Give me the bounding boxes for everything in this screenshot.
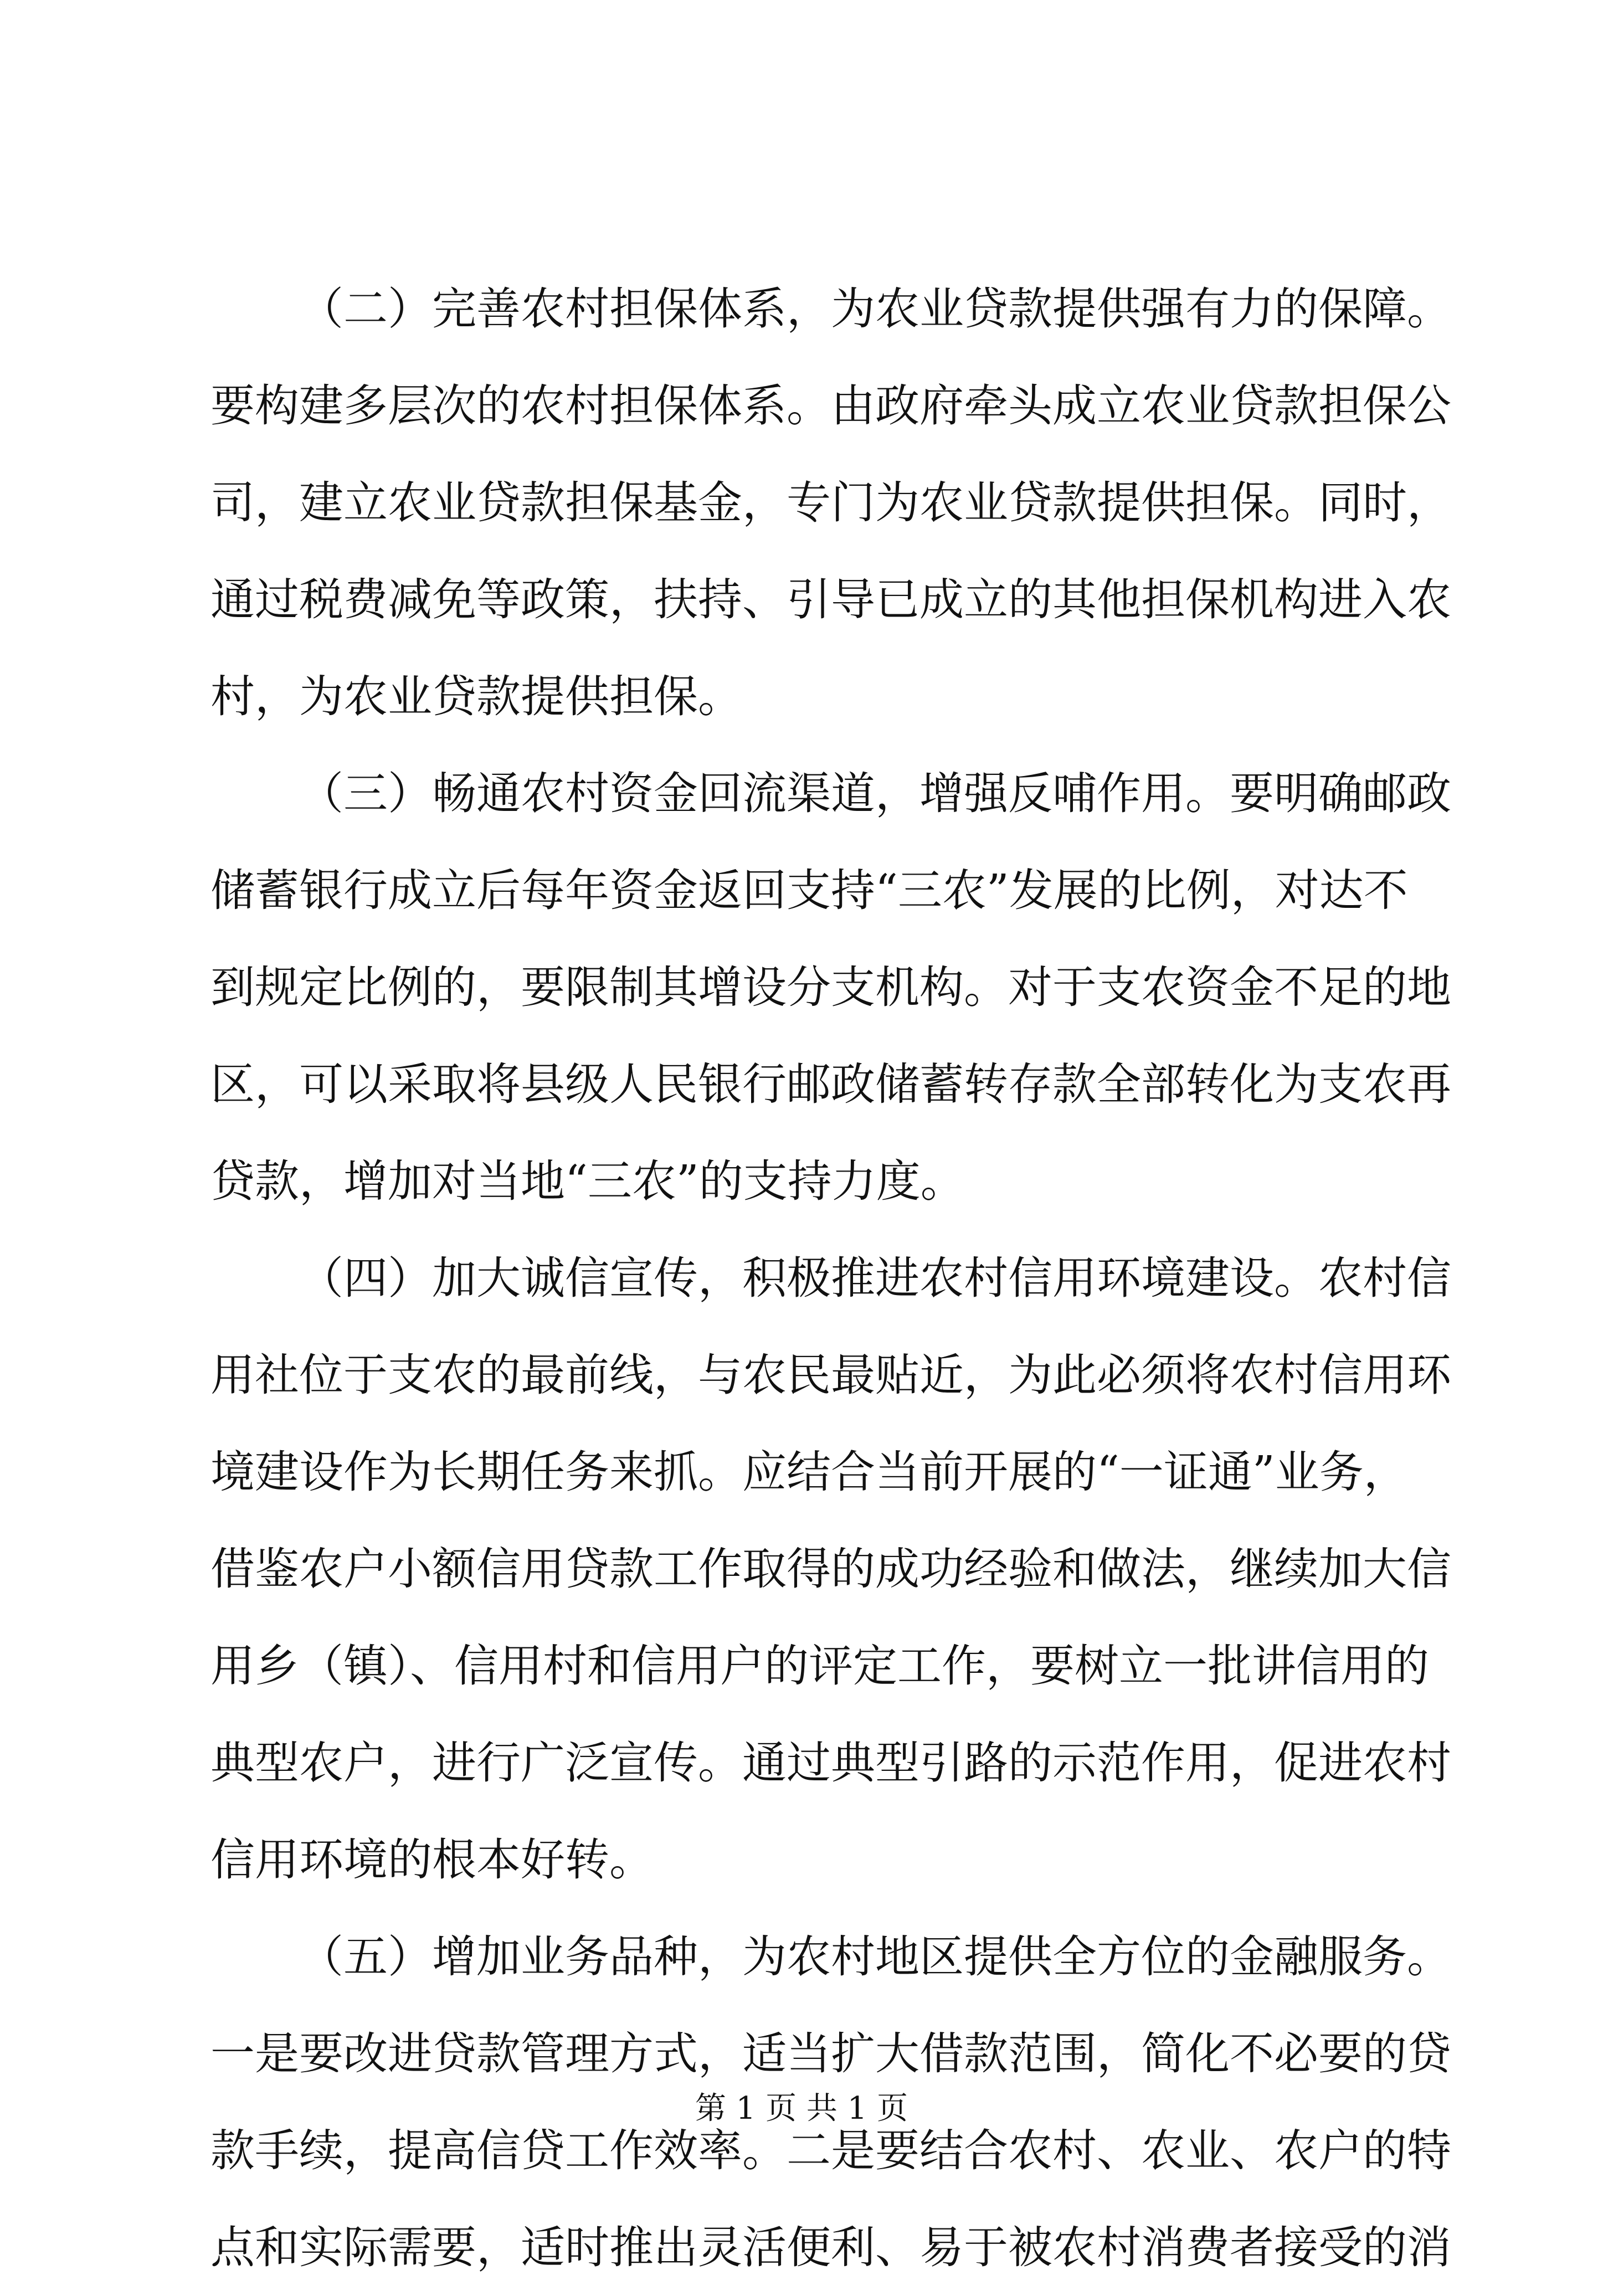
paragraph-3 (210, 745, 1451, 1230)
text-line: 区，可以采取将县级人民银行邮政储蓄转存款全部转化为支农再 (210, 1059, 1451, 1110)
text-line: 要构建多层次的农村担保体系。由政府牵头成立农业贷款担保公 (210, 380, 1451, 432)
text-line: 信用环境的根本好转。 (210, 1834, 654, 1886)
page-number-footer: 第 1 页 共 1 页 (695, 2090, 908, 2127)
paragraph-2 (210, 260, 1451, 745)
text-line: （四）加大诚信宣传，积极推进农村信用环境建设。农村信 (299, 1252, 1451, 1304)
text-line: 贷款，增加对当地“三农”的支持力度。 (210, 1155, 965, 1207)
text-line: 村，为农业贷款提供担保。 (210, 671, 742, 722)
text-line: 借鉴农户小额信用贷款工作取得的成功经验和做法，继续加大信 (210, 1543, 1451, 1595)
text-line: 储蓄银行成立后每年资金返回支持“三农”发展的比例，对达不 (210, 865, 1408, 916)
text-line: 款手续，提高信贷工作效率。二是要结合农村、农业、农户的特 (210, 2125, 1451, 2176)
text-line: 一是要改进贷款管理方式，适当扩大借款范围，简化不必要的贷 (210, 2028, 1451, 2079)
text-line: （五）增加业务品种，为农村地区提供全方位的金融服务。 (299, 1931, 1451, 1982)
text-line: 用乡（镇）、信用村和信用户的评定工作，要树立一批讲信用的 (210, 1640, 1429, 1692)
document-body (210, 260, 1451, 2296)
text-line: 通过税费减免等政策，扶持、引导已成立的其他担保机构进入农 (210, 574, 1451, 625)
text-line: 用社位于支农的最前线，与农民最贴近，为此必须将农村信用环 (210, 1349, 1451, 1401)
text-line: （二）完善农村担保体系，为农业贷款提供强有力的保障。 (299, 283, 1451, 335)
text-line: （三）畅通农村资金回流渠道，增强反哺作用。要明确邮政 (299, 768, 1451, 819)
text-line: 典型农户，进行广泛宣传。通过典型引路的示范作用，促进农村 (210, 1737, 1451, 1789)
text-line: 点和实际需要，适时推出灵活便利、易于被农村消费者接受的消 (210, 2222, 1451, 2273)
text-line: 司，建立农业贷款担保基金，专门为农业贷款提供担保。同时， (210, 477, 1451, 528)
paragraph-4 (210, 1230, 1451, 1908)
text-line: 境建设作为长期任务来抓。应结合当前开展的“一证通”业务， (210, 1446, 1408, 1498)
text-line: 到规定比例的，要限制其增设分支机构。对于支农资金不足的地 (210, 962, 1451, 1013)
